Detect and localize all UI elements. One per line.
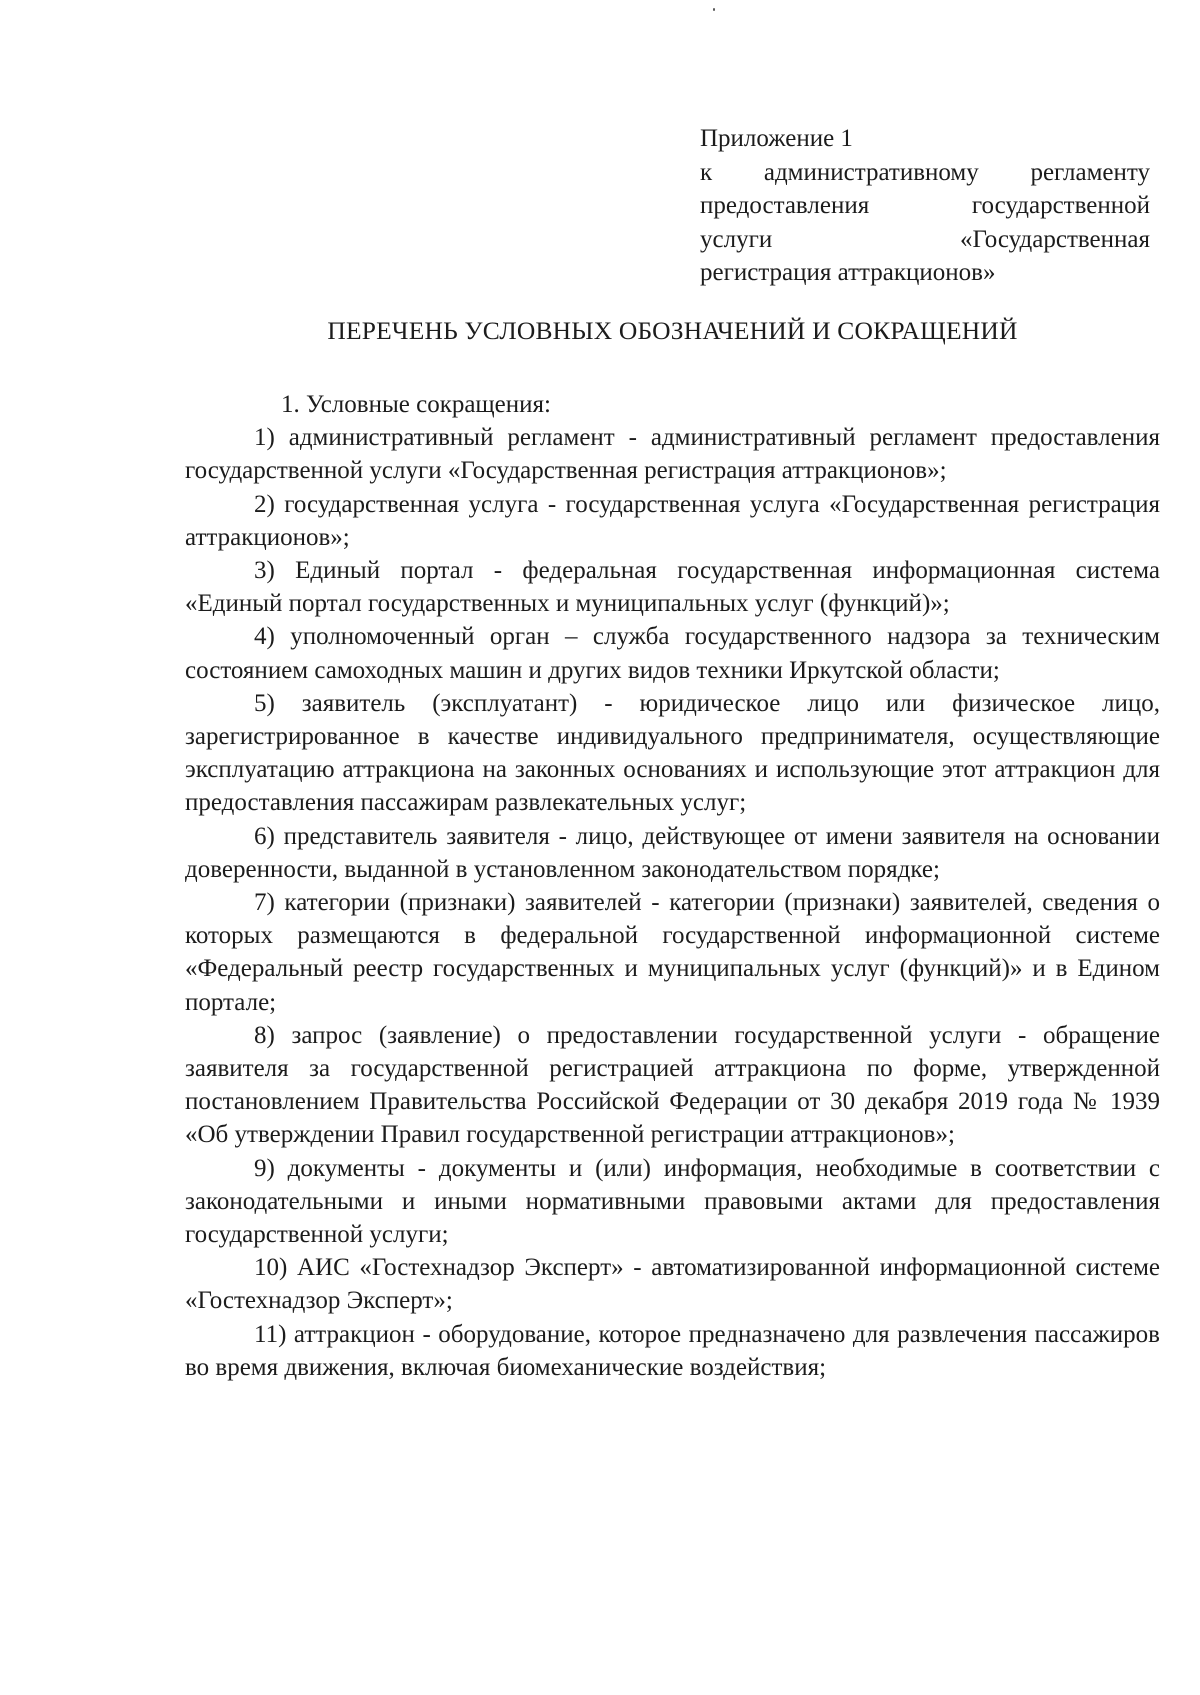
- abbreviation-item: 9) документы - документы и (или) информация, необходимые в соответствии с законодательными и иными нормативными правовыми актами для предоставления государственной услуги;: [185, 1154, 1160, 1249]
- abbreviation-item: 7) категории (признаки) заявителей - категории (признаки) заявителей, сведения о которых размещаются в федеральной государственной информационной системе «Федеральный реестр государственных и муниципальных услуг (функций)» и в Едином портале;: [185, 889, 1160, 1016]
- appendix-line: к административному регламенту: [700, 158, 1150, 186]
- appendix-line: услуги «Государственная: [700, 225, 1150, 253]
- abbreviation-item: 2) государственная услуга - государственная услуга «Государственная регистрация аттракционов»;: [185, 490, 1160, 551]
- appendix-header: [700, 122, 1150, 290]
- document-title: ПЕРЕЧЕНЬ УСЛОВНЫХ ОБОЗНАЧЕНИЙ И СОКРАЩЕНИЙ: [327, 316, 1018, 345]
- abbreviation-item: 4) уполномоченный орган – служба государственного надзора за техническим состоянием самоходных машин и других видов техники Иркутской области;: [185, 623, 1160, 684]
- abbreviation-item: 10) АИС «Гостехнадзор Эксперт» - автоматизированной информационной системе «Гостехнадзор Эксперт»;: [185, 1254, 1160, 1315]
- document-body: [185, 388, 1160, 1384]
- appendix-line: Приложение 1: [700, 125, 853, 152]
- abbreviation-item: 11) аттракцион - оборудование, которое предназначено для развлечения пассажиров во время движения, включая биомеханические воздействия;: [185, 1320, 1160, 1381]
- abbreviation-item: 1) административный регламент - административный регламент предоставления государственной услуги «Государственная регистрация аттракционов»;: [185, 424, 1160, 485]
- abbreviation-item: 5) заявитель (эксплуатант) - юридическое лицо или физическое лицо, зарегистрированное в качестве индивидуального предпринимателя, осуществляющие эксплуатацию аттракциона на законных основаниях и использующие этот аттракцион для предоставления пассажирам развлекательных услуг;: [185, 689, 1160, 817]
- abbreviation-item: 6) представитель заявителя - лицо, действующее от имени заявителя на основании доверенности, выданной в установленном законодательством порядке;: [185, 822, 1160, 883]
- appendix-line: предоставления государственной: [700, 192, 1150, 219]
- abbreviation-item: 3) Единый портал - федеральная государственная информационная система «Единый портал государственных и муниципальных услуг (функций)»;: [185, 557, 1160, 618]
- appendix-line: регистрация аттракционов»: [700, 259, 996, 286]
- section-heading: 1. Условные сокращения:: [281, 391, 551, 418]
- scan-speck: [713, 8, 715, 11]
- abbreviation-item: 8) запрос (заявление) о предоставлении государственной услуги - обращение заявителя за государственной регистрацией аттракциона по форме, утвержденной постановлением Правительства Российской Федерации от 30 декабря 2019 года № 1939 «Об утверждении Правил государственной регистрации аттракционов»;: [185, 1021, 1160, 1149]
